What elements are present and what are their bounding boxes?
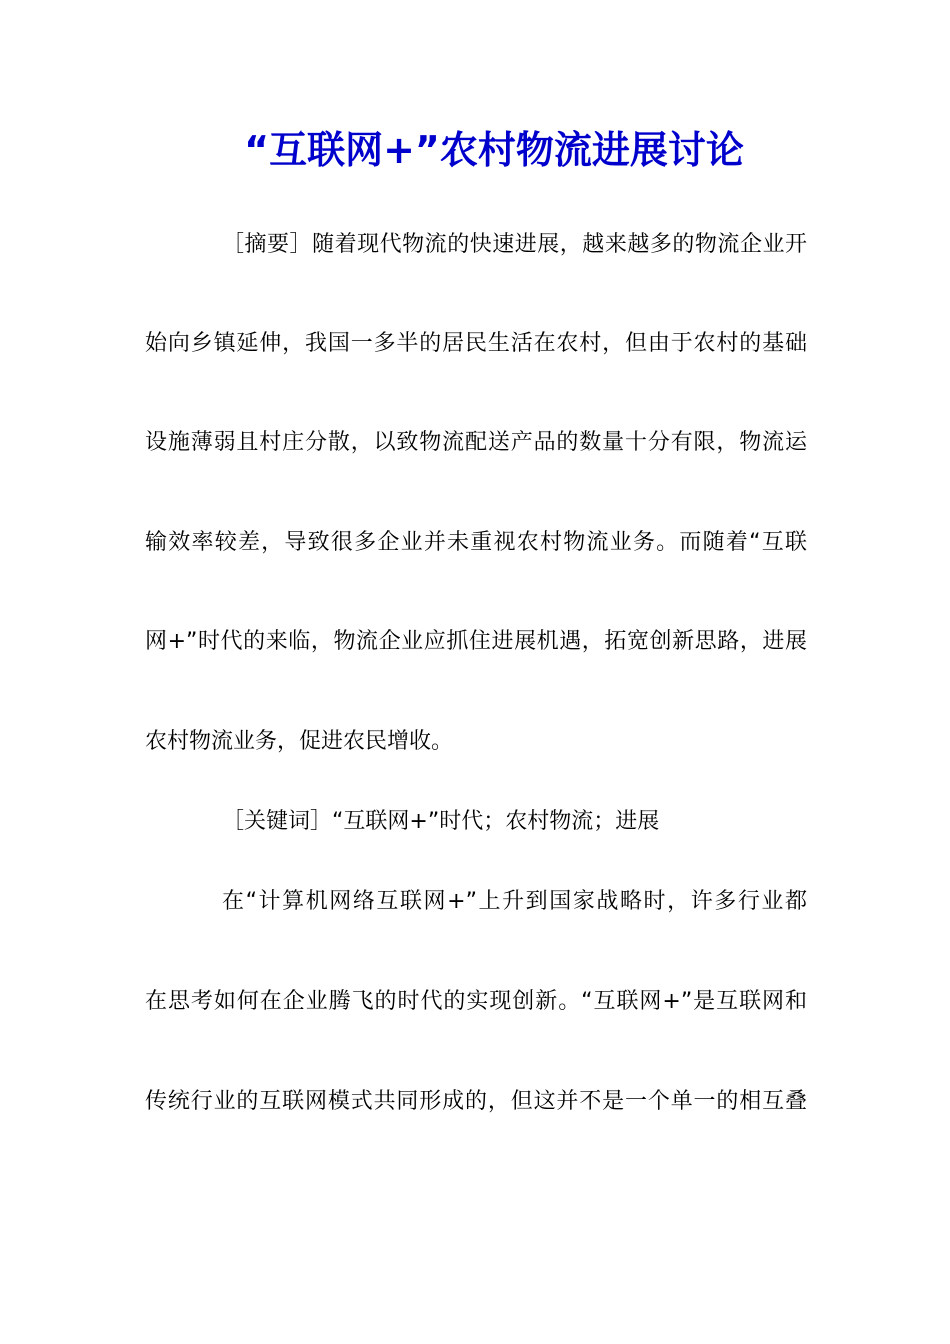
- abstract-line-4: 输效率较差，导致很多企业并未重视农村物流业务。而随着“互联: [145, 530, 807, 555]
- body-line-3: 传统行业的互联网模式共同形成的，但这并不是一个单一的相互叠: [145, 1089, 807, 1114]
- abstract-line-3: 设施薄弱且村庄分散，以致物流配送产品的数量十分有限，物流运: [145, 430, 807, 455]
- body-line-1: 在“计算机网络互联网+”上升到国家战略时，许多行业都: [222, 889, 807, 914]
- abstract-line-5: 网+”时代的来临，物流企业应抓住进展机遇，拓宽创新思路，进展: [145, 629, 807, 654]
- abstract-line-6: 农村物流业务，促进农民增收。: [145, 729, 454, 754]
- document-title: “互联网+”农村物流进展讨论: [244, 128, 744, 172]
- keywords-line: ［关键词］“互联网+”时代；农村物流；进展: [222, 809, 660, 834]
- body-line-2: 在思考如何在企业腾飞的时代的实现创新。“互联网+”是互联网和: [145, 989, 807, 1014]
- abstract-line-1: ［摘要］随着现代物流的快速进展，越来越多的物流企业开: [222, 232, 807, 257]
- abstract-line-2: 始向乡镇延伸，我国一多半的居民生活在农村，但由于农村的基础: [145, 331, 807, 356]
